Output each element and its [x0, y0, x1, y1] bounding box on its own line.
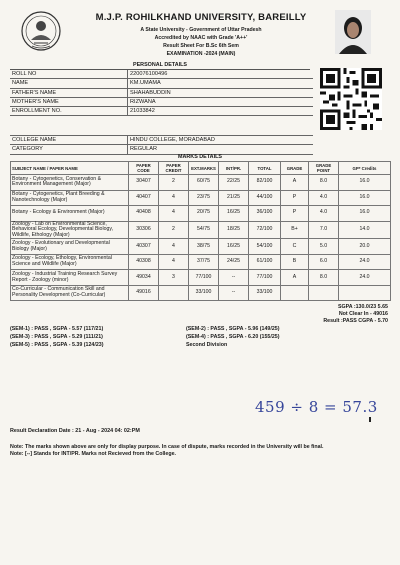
col-gp-credits: GP* Credits [339, 162, 391, 175]
total-marks: 77/100 [249, 270, 281, 286]
grade-point: 8.0 [309, 270, 339, 286]
student-photo-icon [335, 10, 371, 54]
field-mothers-name [10, 97, 313, 106]
sem-1-result: (SEM-1) : PASS , SGPA - 5.57 (117/21) [10, 326, 104, 332]
sgpa-total: SGPA :130.0/23 5.65 [337, 304, 388, 310]
field-label: ROLL NO [10, 70, 128, 79]
total-marks: 61/100 [249, 254, 281, 270]
int-marks: 22/25 [219, 175, 249, 191]
table-row [11, 239, 391, 255]
col-grade-point: GRADE POINT [309, 162, 339, 175]
field-value: SHAHABUDDIN [128, 88, 314, 97]
gp-credits [339, 285, 391, 301]
qr-code-icon [320, 68, 382, 130]
table-row [11, 254, 391, 270]
gp-credits: 20.0 [339, 239, 391, 255]
field-college-name [10, 136, 313, 145]
ext-marks: 33/100 [189, 285, 219, 301]
grade: P [281, 190, 309, 206]
col-grade: GRADE [281, 162, 309, 175]
gp-credits: 14.0 [339, 221, 391, 239]
ext-marks: 38/75 [189, 239, 219, 255]
int-marks: 21/25 [219, 190, 249, 206]
field-value: KM.UMAMA [128, 79, 314, 88]
field-label: NAME [10, 79, 128, 88]
int-marks: 16/25 [219, 206, 249, 222]
total-marks: 44/100 [249, 190, 281, 206]
paper-credit: 4 [159, 239, 189, 255]
field-label: MOTHER'S NAME [10, 97, 128, 106]
paper-code: 40308 [129, 254, 159, 270]
field-roll-no [10, 70, 313, 79]
total-marks: 54/100 [249, 239, 281, 255]
subject-name: Zoology - Lab on Environmental Science, Behavioral Ecology, Developmental Biology, Wildlife, Ethology (Major) [11, 221, 129, 239]
field-value: REGULAR [128, 145, 314, 154]
subject-name: Zoology - Industrial Training Research Survey Report - Zoology (minor) [11, 270, 129, 286]
ext-marks: 54/75 [189, 221, 219, 239]
accreditation: Accredited by NAAC with Grade 'A++' [154, 35, 248, 41]
not-clear-in: Not Clear In - 49016 [338, 311, 388, 317]
university-emblem-icon [20, 10, 62, 54]
paper-credit: 4 [159, 254, 189, 270]
subject-name: Botany - Cytogenetics, Conservation & Environment Management (Major) [11, 175, 129, 191]
int-marks: 18/25 [219, 221, 249, 239]
personal-details-table [10, 70, 313, 116]
table-row [11, 285, 391, 301]
total-marks: 82/100 [249, 175, 281, 191]
sheet-title: Result Sheet For B.Sc 6th Sem [163, 43, 239, 49]
marks-table [10, 161, 391, 301]
paper-code: 40307 [129, 239, 159, 255]
table-row [11, 175, 391, 191]
division: Second Division [186, 342, 228, 348]
grade: C [281, 239, 309, 255]
sem-4-result: (SEM-4) : PASS , SGPA - 6.20 (155/25) [186, 334, 280, 340]
grade: P [281, 206, 309, 222]
table-row [11, 190, 391, 206]
total-marks: 33/100 [249, 285, 281, 301]
field-value: 220076100496 [128, 70, 314, 79]
university-name: M.J.P. ROHILKHAND UNIVERSITY, BAREILLY [95, 12, 307, 23]
grade-point: 4.0 [309, 190, 339, 206]
grade-point: 6.0 [309, 254, 339, 270]
result-declaration-date: Result Declaration Date : 21 - Aug - 2024 04: 02:PM [10, 428, 140, 434]
subject-name: Botany - Ecology & Environment (Major) [11, 206, 129, 222]
grade [281, 285, 309, 301]
grade-point: 8.0 [309, 175, 339, 191]
gp-credits: 24.0 [339, 254, 391, 270]
examination: EXAMINATION -2024 (MAIN) [166, 51, 236, 57]
paper-code: 49016 [129, 285, 159, 301]
subject-name: Zoology - Evolutionary and Developmental Biology (Major) [11, 239, 129, 255]
col-paper-code: PAPER CODE [129, 162, 159, 175]
subject-name: Zoology - Ecology, Ethology, Environmental Science and Wildlife (Major) [11, 254, 129, 270]
ext-marks: 23/75 [189, 190, 219, 206]
col-total: TOTAL [249, 162, 281, 175]
total-marks: 36/100 [249, 206, 281, 222]
field-value: HINDU COLLEGE, MORADABAD [128, 136, 314, 145]
table-row [11, 270, 391, 286]
col-paper-credit: PAPER CREDIT [159, 162, 189, 175]
field-label: CATEGORY [10, 145, 128, 154]
col-int-pr: INT/PR. [219, 162, 249, 175]
gp-credits: 24.0 [339, 270, 391, 286]
int-marks: -- [219, 285, 249, 301]
grade-point [309, 285, 339, 301]
paper-code: 30407 [129, 175, 159, 191]
paper-credit: 4 [159, 190, 189, 206]
paper-credit: 4 [159, 206, 189, 222]
subject-name: Botany - Cytogenetics, Plant Breeding & Nanotechnology (Major) [11, 190, 129, 206]
field-fathers-name [10, 88, 313, 97]
field-label: ENROLLMENT NO. [10, 107, 128, 116]
gp-credits: 16.0 [339, 190, 391, 206]
field-name [10, 79, 313, 88]
int-marks: 16/25 [219, 239, 249, 255]
table-row [11, 221, 391, 239]
ext-marks: 60/75 [189, 175, 219, 191]
sem-5-result: (SEM-5) : PASS , SGPA - 5.39 (124/23) [10, 342, 104, 348]
field-category [10, 145, 313, 154]
grade: B [281, 254, 309, 270]
table-row [11, 206, 391, 222]
grade-point: 4.0 [309, 206, 339, 222]
grade: B+ [281, 221, 309, 239]
grade: A [281, 270, 309, 286]
field-label: COLLEGE NAME [10, 136, 128, 145]
paper-code: 49034 [129, 270, 159, 286]
marks-details-heading: MARKS DETAILS [178, 154, 222, 160]
paper-credit: 2 [159, 175, 189, 191]
paper-credit: 3 [159, 270, 189, 286]
field-enrollment-no [10, 107, 313, 116]
college-details-table [10, 135, 313, 155]
handwritten-calculation: 459 ÷ 8 = 57.3 [255, 398, 378, 416]
int-marks: 24/25 [219, 254, 249, 270]
gp-credits: 16.0 [339, 175, 391, 191]
pen-mark [369, 417, 371, 422]
disclaimer-note: Note: The marks shown above are only for display purpose. In case of dispute, marks recorded in the University will be final. [10, 444, 324, 450]
ext-marks: 77/100 [189, 270, 219, 286]
subject-name: Co-Curricular - Communication Skill and Personality Development (Co-Curricular) [11, 285, 129, 301]
field-value: 21033842 [128, 107, 314, 116]
col-subject: SUBJECT NAME / PAPER NAME [11, 162, 129, 175]
ext-marks: 37/75 [189, 254, 219, 270]
grade-point: 5.0 [309, 239, 339, 255]
gp-credits: 16.0 [339, 206, 391, 222]
total-marks: 72/100 [249, 221, 281, 239]
sem-2-result: (SEM-2) : PASS , SGPA - 5.96 (149/25) [186, 326, 280, 332]
marks-header-row [11, 162, 391, 175]
sem-3-result: (SEM-3) : PASS , SGPA - 5.29 (111/21) [10, 334, 103, 340]
final-result: Result :PASS CGPA - 5.70 [323, 318, 388, 324]
paper-credit [159, 285, 189, 301]
paper-code: 30306 [129, 221, 159, 239]
field-label: FATHER'S NAME [10, 88, 128, 97]
grade: A [281, 175, 309, 191]
col-ext-marks: EXT.MARKS [189, 162, 219, 175]
paper-code: 40407 [129, 190, 159, 206]
grade-point: 7.0 [309, 221, 339, 239]
ext-marks: 20/75 [189, 206, 219, 222]
university-subtitle: A State University - Government of Uttar Pradesh [140, 27, 262, 33]
personal-details-heading: PERSONAL DETAILS [10, 62, 310, 70]
field-value: RIZWANA [128, 97, 314, 106]
int-marks: -- [219, 270, 249, 286]
paper-code: 40408 [129, 206, 159, 222]
paper-credit: 2 [159, 221, 189, 239]
int-pr-note: Note: [--] Stands for INT/PR. Marks not Recieved from the College. [10, 451, 176, 457]
